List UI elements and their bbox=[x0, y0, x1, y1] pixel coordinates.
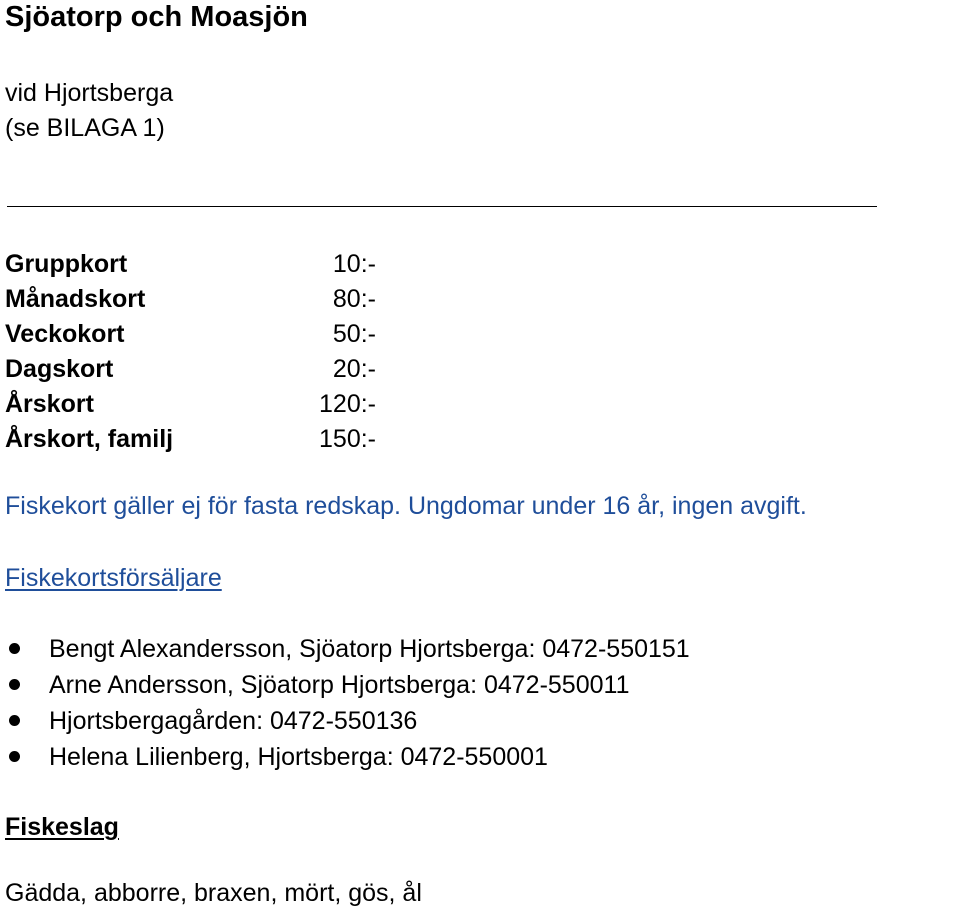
price-value-dagskort: 20:- bbox=[332, 355, 376, 383]
license-note: Fiskekort gäller ej för fasta redskap. Ungdomar under 16 år, ingen avgift. bbox=[5, 492, 807, 520]
species-heading: Fiskeslag bbox=[5, 813, 119, 841]
subtitle-location: vid Hjortsberga bbox=[5, 79, 174, 107]
bullet-icon bbox=[9, 715, 20, 726]
list-item: Bengt Alexandersson, Sjöatorp Hjortsberga: 0472-550151 bbox=[49, 635, 690, 663]
list-item: Helena Lilienberg, Hjortsberga: 0472-550001 bbox=[49, 743, 548, 771]
species-list: Gädda, abborre, braxen, mört, gös, ål bbox=[5, 879, 422, 907]
list-item: Arne Andersson, Sjöatorp Hjortsberga: 0472-550011 bbox=[49, 671, 630, 699]
list-item: Hjortsbergagården: 0472-550136 bbox=[49, 707, 418, 735]
price-name-arskort-familj: Årskort, familj bbox=[5, 425, 174, 453]
price-value-manadskort: 80:- bbox=[332, 285, 376, 313]
sellers-heading: Fiskekortsförsäljare bbox=[5, 564, 222, 592]
price-value-arskort-familj: 150:- bbox=[319, 425, 376, 453]
price-name-veckokort: Veckokort bbox=[5, 320, 125, 348]
price-name-manadskort: Månadskort bbox=[5, 285, 146, 313]
bullet-icon bbox=[9, 643, 20, 654]
subtitle-reference: (se BILAGA 1) bbox=[5, 114, 165, 142]
price-name-gruppkort: Gruppkort bbox=[5, 250, 128, 278]
price-name-dagskort: Dagskort bbox=[5, 355, 114, 383]
price-value-veckokort: 50:- bbox=[332, 320, 376, 348]
separator-line bbox=[7, 206, 877, 207]
price-value-arskort: 120:- bbox=[319, 390, 376, 418]
bullet-icon bbox=[9, 679, 20, 690]
price-name-arskort: Årskort bbox=[5, 390, 94, 418]
bullet-icon bbox=[9, 751, 20, 762]
price-value-gruppkort: 10:- bbox=[332, 250, 376, 278]
page-title: Sjöatorp och Moasjön bbox=[5, 1, 308, 33]
